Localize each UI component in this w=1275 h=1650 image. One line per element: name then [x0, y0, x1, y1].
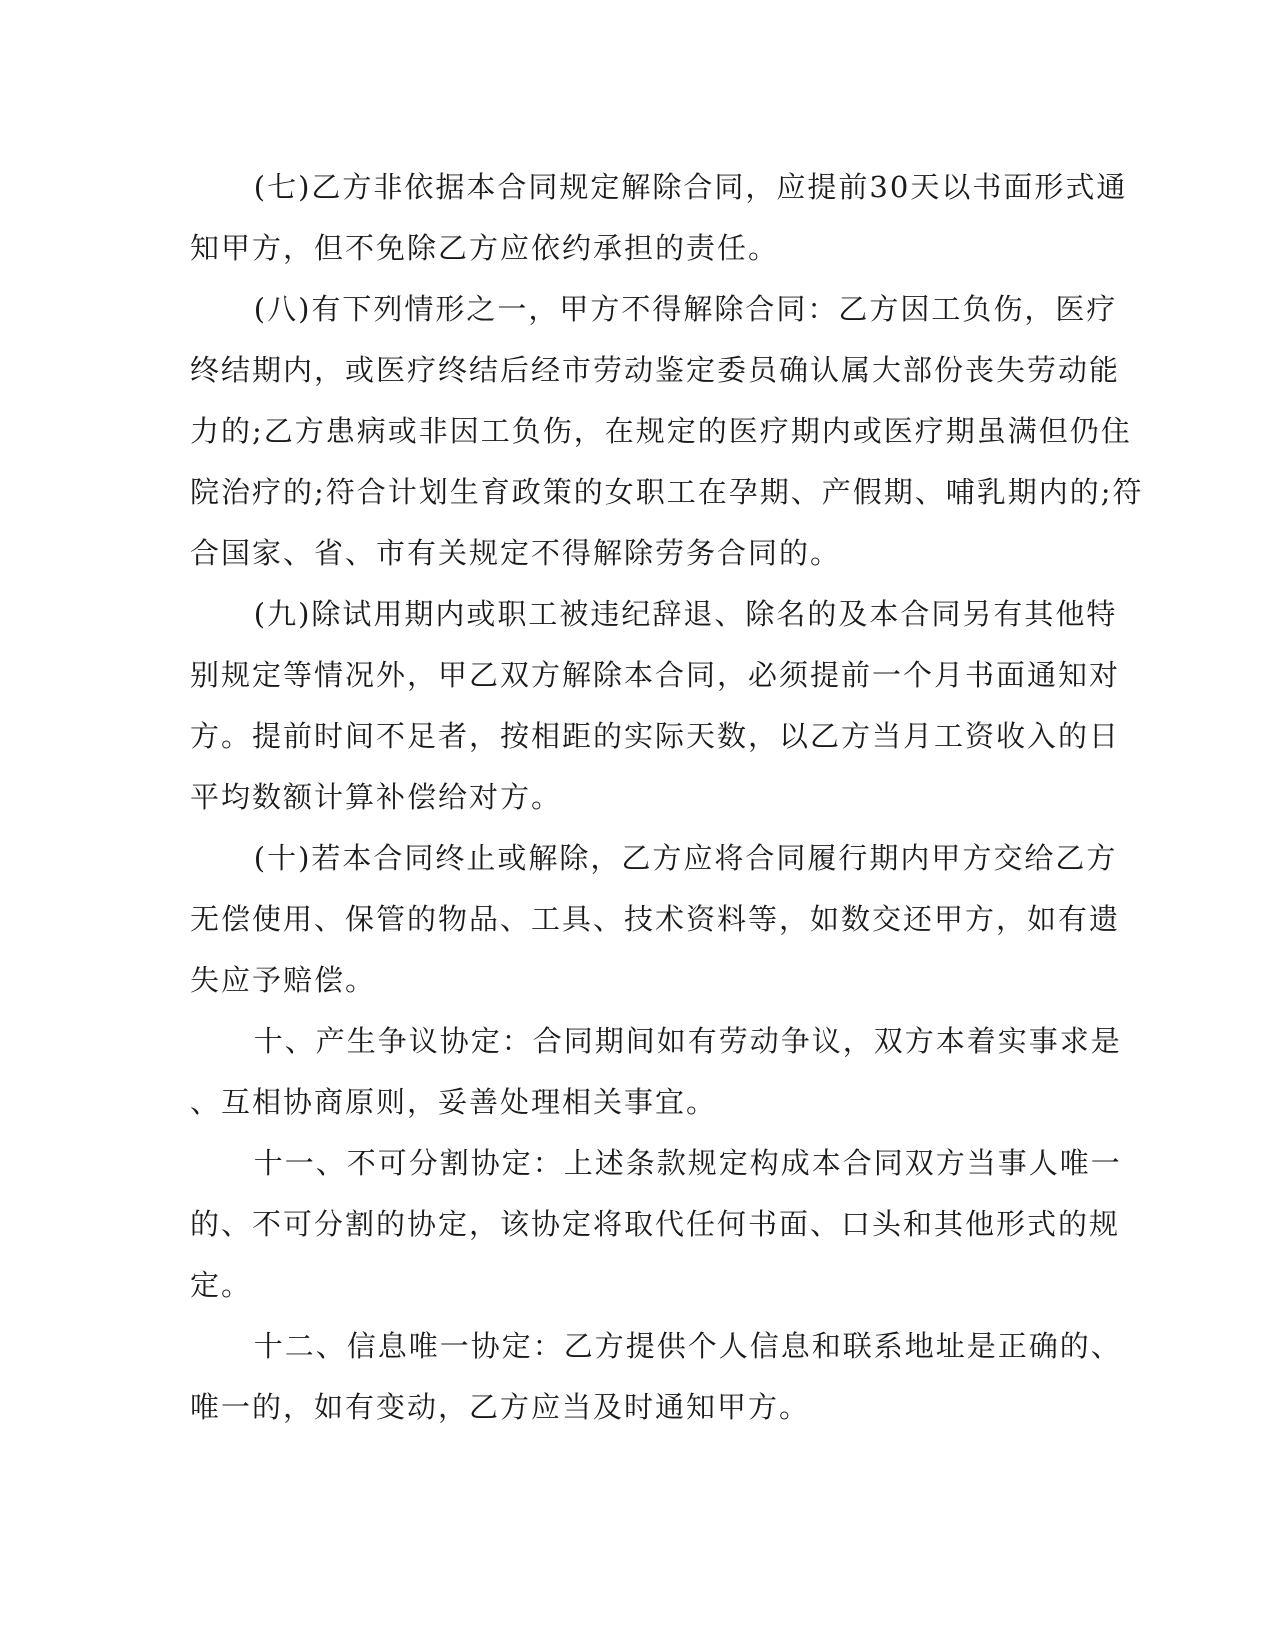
section-10-dispute-paragraph — [190, 1011, 1122, 1133]
text-line: 失应予赔偿。 — [190, 963, 377, 997]
text-line: (九)除试用期内或职工被违纪辞退、除名的及本合同另有其他特 — [253, 597, 1118, 631]
text-line: (十)若本合同终止或解除，乙方应将合同履行期内甲方交给乙方 — [253, 841, 1118, 875]
document-body — [190, 157, 1144, 1438]
text-line: 、互相协商原则，妥善处理相关事宜。 — [190, 1085, 718, 1119]
text-line: 无偿使用、保管的物品、工具、技术资料等，如数交还甲方，如有遗 — [190, 902, 1121, 936]
text-line: 终结期内，或医疗终结后经市劳动鉴定委员确认属大部份丧失劳动能 — [190, 353, 1121, 387]
text-line: (七)乙方非依据本合同规定解除合同，应提前30天以书面形式通 — [253, 170, 1128, 204]
text-line: 十二、信息唯一协定：乙方提供个人信息和联系地址是正确的、 — [253, 1329, 1122, 1363]
section-11-inseparability-paragraph — [190, 1133, 1122, 1316]
clause-8-paragraph — [190, 279, 1144, 584]
section-12-information-paragraph — [190, 1316, 1122, 1438]
text-line: 院治疗的;符合计划生育政策的女职工在孕期、产假期、哺乳期内的;符 — [190, 475, 1144, 509]
text-line: (八)有下列情形之一，甲方不得解除合同：乙方因工负伤，医疗 — [253, 292, 1118, 326]
text-line: 别规定等情况外，甲乙双方解除本合同，必须提前一个月书面通知对 — [190, 658, 1121, 692]
text-line: 唯一的，如有变动，乙方应当及时通知甲方。 — [190, 1390, 811, 1424]
text-line: 的、不可分割的协定，该协定将取代任何书面、口头和其他形式的规 — [190, 1207, 1121, 1241]
text-line: 方。提前时间不足者，按相距的实际天数，以乙方当月工资收入的日 — [190, 719, 1121, 753]
clause-9-paragraph — [190, 584, 1121, 828]
text-line: 知甲方，但不免除乙方应依约承担的责任。 — [190, 231, 780, 265]
clause-7-paragraph — [190, 157, 1128, 279]
clause-10-paragraph — [190, 828, 1121, 1011]
text-line: 合国家、省、市有关规定不得解除劳务合同的。 — [190, 536, 842, 570]
text-line: 十一、不可分割协定：上述条款规定构成本合同双方当事人唯一 — [253, 1146, 1122, 1180]
text-line: 平均数额计算补偿给对方。 — [190, 780, 563, 814]
text-line: 定。 — [190, 1268, 253, 1302]
text-line: 十、产生争议协定：合同期间如有劳动争议，双方本着实事求是 — [253, 1024, 1122, 1058]
text-line: 力的;乙方患病或非因工负伤，在规定的医疗期内或医疗期虽满但仍住 — [190, 414, 1132, 448]
